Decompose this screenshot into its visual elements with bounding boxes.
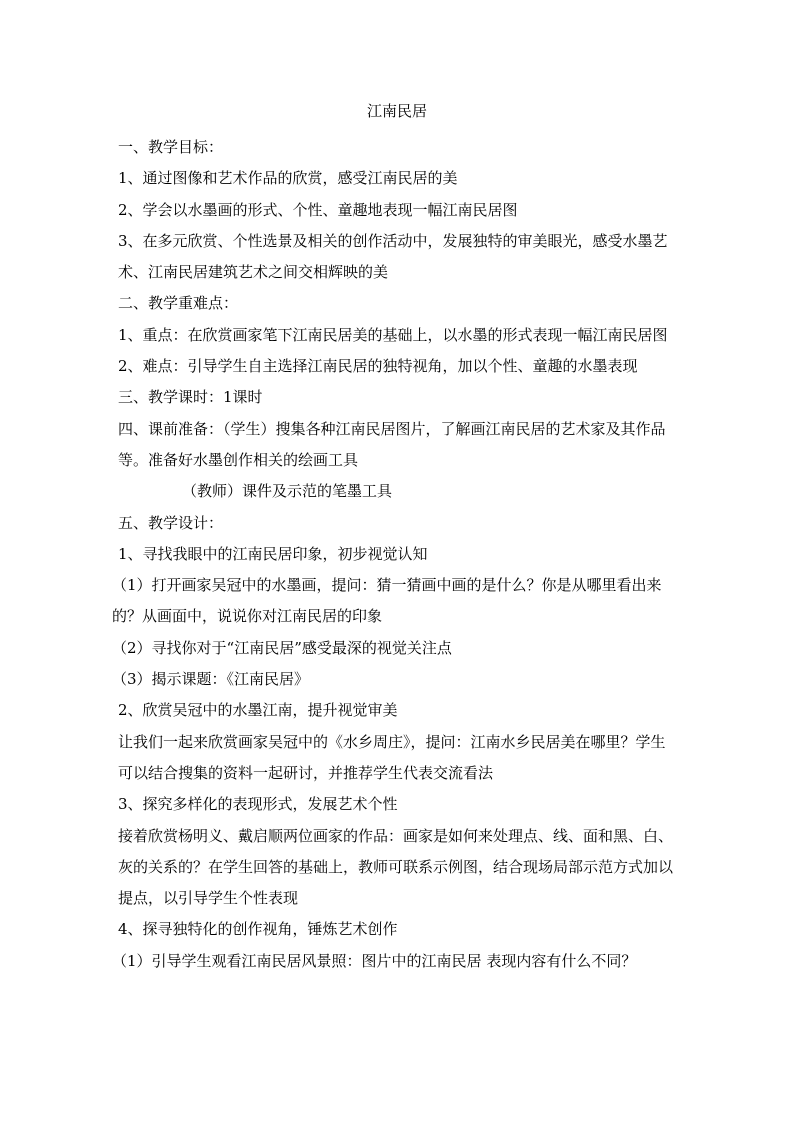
design-step-4: 4、探寻独特化的创作视角，锤炼艺术创作 — [118, 920, 398, 939]
design-step-1: 1、寻找我眼中的江南民居印象，初步视觉认知 — [118, 544, 428, 563]
objective-item-3: 3、在多元欣赏、个性选景及相关的创作活动中，发展独特的审美眼光，感受水墨艺术、江南民居建筑艺术之间交相辉映的美 — [118, 231, 668, 282]
key-point-item-1: 1、重点：在欣赏画家笔下江南民居美的基础上，以水墨的形式表现一幅江南民居图 — [118, 325, 668, 344]
preparation-teacher: （教师）课件及示范的笔墨工具 — [182, 482, 393, 501]
design-step-1-sub-3: （3）揭示课题：《江南民居》 — [112, 670, 310, 689]
design-step-2-detail: 让我们一起来欣赏画家吴冠中的《水乡周庄》，提问：江南水乡民居美在哪里？学生可以结合搜集的资料一起研讨，并推荐学生代表交流看法 — [118, 732, 666, 782]
design-step-3-detail: 接着欣赏杨明义、戴启顺两位画家的作品：画家是如何来处理点、线、面和黑、白、灰的关系的？在学生回答的基础上，教师可联系示例图，结合现场局部示范方式加以提点，以引导学生个性表现 — [118, 826, 674, 908]
objective-item-2: 2、学会以水墨画的形式、个性、童趣地表现一幅江南民居图 — [118, 200, 518, 219]
key-point-item-2: 2、难点：引导学生自主选择江南民居的独特视角，加以个性、童趣的水墨表现 — [118, 357, 638, 376]
section-heading-key-points: 二、教学重难点： — [118, 294, 239, 313]
design-step-3: 3、探究多样化的表现形式，发展艺术个性 — [118, 795, 398, 814]
objective-item-1: 1、通过图像和艺术作品的欣赏，感受江南民居的美 — [118, 169, 458, 188]
design-step-1-sub-1: （1）打开画家吴冠中的水墨画，提问：猜一猜画中画的是什么？你是从哪里看出来的？从画面中，说说你对江南民居的印象 — [112, 576, 662, 626]
design-step-2: 2、欣赏吴冠中的水墨江南，提升视觉审美 — [118, 701, 398, 720]
section-heading-class-hours: 三、教学课时：1课时 — [118, 388, 263, 407]
section-heading-preparation: 四、课前准备：（学生）搜集各种江南民居图片，了解画江南民居的艺术家及其作品等。准备好水墨创作相关的绘画工具 — [118, 419, 666, 469]
design-step-4-sub-1: （1）引导学生观看江南民居风景照：图片中的江南民居 表现内容有什么不同？ — [112, 951, 637, 970]
section-heading-objectives: 一、教学目标： — [118, 138, 224, 156]
design-step-1-sub-2: （2）寻找你对于“江南民居”感受最深的视觉关注点 — [112, 638, 452, 657]
document-title: 江南民居 — [366, 102, 427, 120]
document-body — [112, 132, 678, 977]
section-heading-design: 五、教学设计： — [118, 513, 224, 532]
